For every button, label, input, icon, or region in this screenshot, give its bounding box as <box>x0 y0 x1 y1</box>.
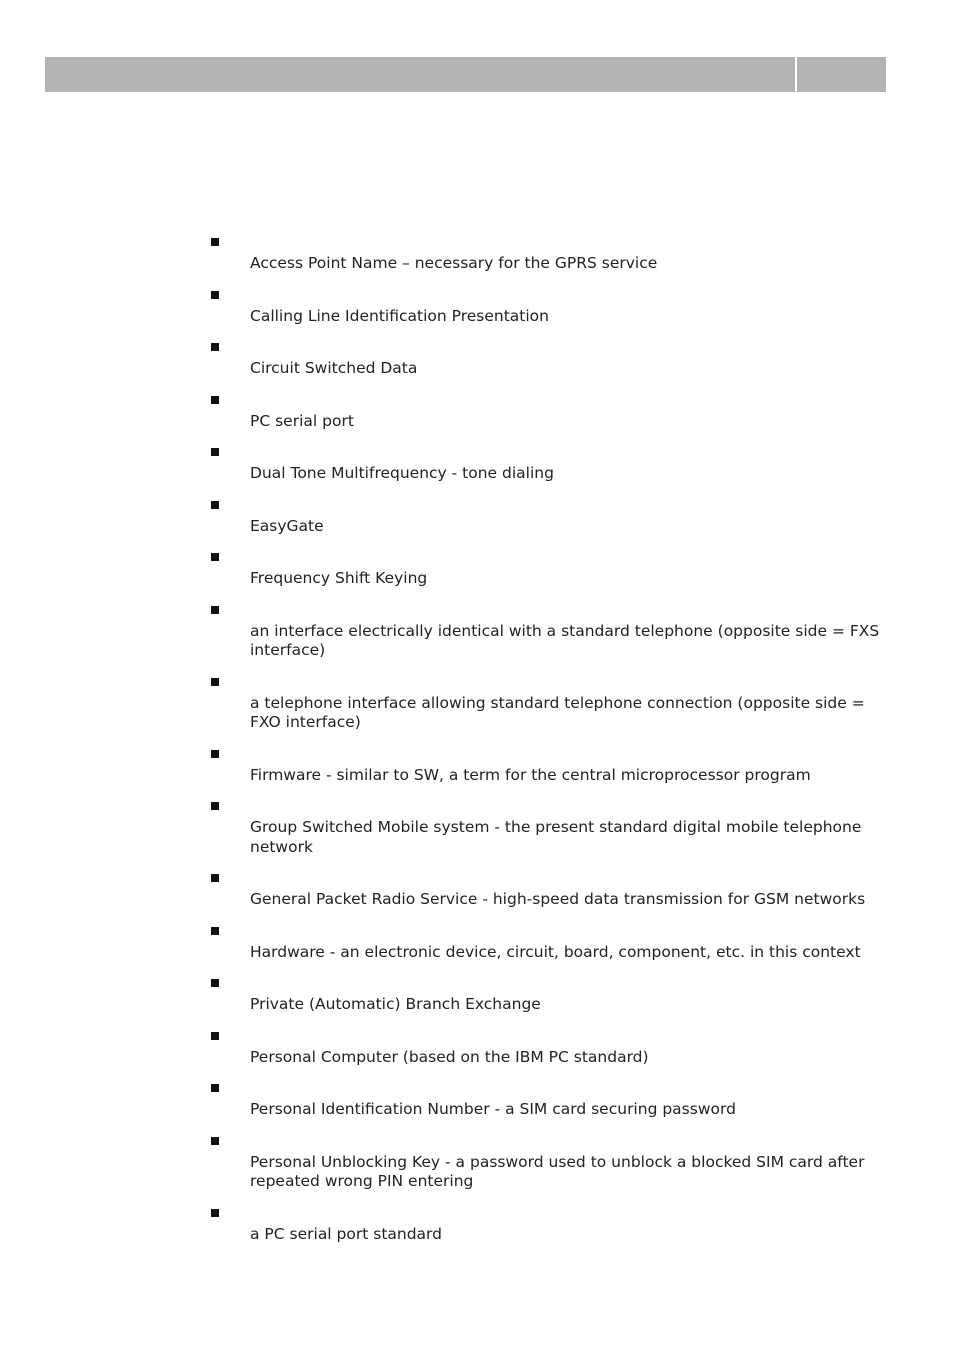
glossary-list <box>210 236 880 1259</box>
glossary-entry <box>210 872 880 910</box>
glossary-entry <box>210 499 880 537</box>
glossary-entry <box>210 446 880 484</box>
glossary-definition: PC serial port <box>250 411 354 430</box>
glossary-definition: Private (Automatic) Branch Exchange <box>250 995 541 1013</box>
glossary-entry <box>210 800 880 857</box>
glossary-entry <box>210 925 880 963</box>
glossary-entry <box>210 289 880 327</box>
glossary-definition: Firmware - similar to SW, a term for the central microprocessor program <box>250 765 811 784</box>
glossary-entry <box>210 341 880 379</box>
glossary-definition: Calling Line Identification Presentation <box>250 306 549 325</box>
square-bullet-icon <box>211 874 219 882</box>
glossary-entry <box>210 1135 880 1192</box>
square-bullet-icon <box>211 343 219 351</box>
glossary-entry <box>210 1030 880 1068</box>
square-bullet-icon <box>211 979 219 987</box>
glossary-definition: EasyGate <box>250 516 324 535</box>
glossary-entry <box>210 604 880 661</box>
square-bullet-icon <box>211 1137 219 1145</box>
square-bullet-icon <box>211 553 219 561</box>
square-bullet-icon <box>211 927 219 935</box>
square-bullet-icon <box>211 1209 219 1217</box>
header-title-block <box>45 57 795 92</box>
glossary-entry <box>210 676 880 733</box>
square-bullet-icon <box>211 501 219 509</box>
glossary-definition: a PC serial port standard <box>250 1224 442 1243</box>
glossary-definition: Dual Tone Multifrequency - tone dialing <box>250 464 554 482</box>
glossary-entry <box>210 977 880 1015</box>
header-bar <box>45 57 886 92</box>
square-bullet-icon <box>211 678 219 686</box>
glossary-definition: Frequency Shift Keying <box>250 569 428 587</box>
glossary-definition: Personal Unblocking Key - a password used to unblock a blocked SIM card after repeated wrong PIN entering <box>250 1152 865 1190</box>
glossary-definition: General Packet Radio Service - high-speed data transmission for GSM networks <box>250 890 866 908</box>
square-bullet-icon <box>211 1084 219 1092</box>
glossary-definition: Personal Identification Number - a SIM card securing password <box>250 1100 736 1118</box>
glossary-entry <box>210 1082 880 1120</box>
glossary-definition: an interface electrically identical with a standard telephone (opposite side = FXS interface) <box>250 621 880 659</box>
glossary-definition: a telephone interface allowing standard telephone connection (opposite side = FXO interface) <box>250 693 865 731</box>
square-bullet-icon <box>211 606 219 614</box>
square-bullet-icon <box>211 750 219 758</box>
glossary-entry <box>210 551 880 589</box>
glossary-entry <box>210 748 880 786</box>
glossary-entry <box>210 394 880 432</box>
header-page-number-block <box>797 57 886 92</box>
square-bullet-icon <box>211 396 219 404</box>
square-bullet-icon <box>211 238 219 246</box>
square-bullet-icon <box>211 291 219 299</box>
glossary-definition: Group Switched Mobile system - the present standard digital mobile telephone network <box>250 818 862 856</box>
glossary-definition: Circuit Switched Data <box>250 359 418 377</box>
glossary-definition: Hardware - an electronic device, circuit, board, component, etc. in this context <box>250 942 861 961</box>
square-bullet-icon <box>211 802 219 810</box>
glossary-entry <box>210 236 880 274</box>
glossary-definition: Access Point Name – necessary for the GPRS service <box>250 254 658 272</box>
glossary-definition: Personal Computer (based on the IBM PC standard) <box>250 1047 649 1066</box>
square-bullet-icon <box>211 448 219 456</box>
square-bullet-icon <box>211 1032 219 1040</box>
glossary-entry <box>210 1207 880 1245</box>
